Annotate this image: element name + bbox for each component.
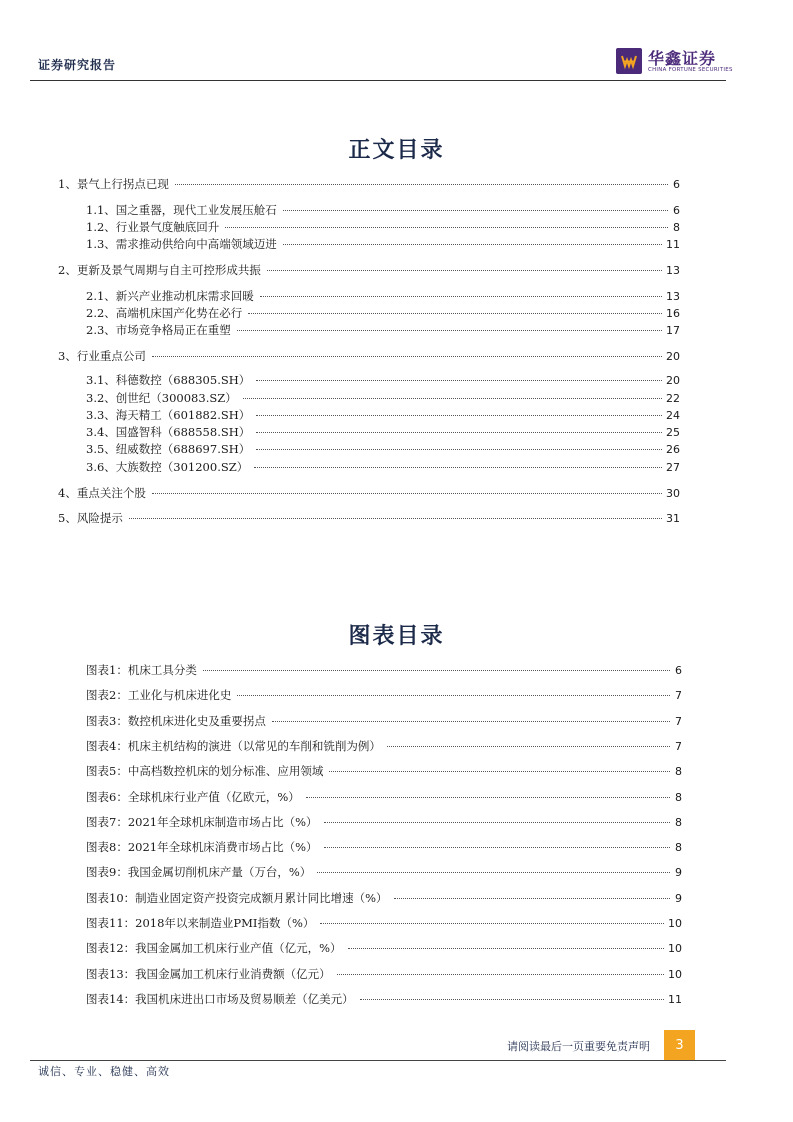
toc-entry-page: 22 [666,392,680,405]
header-divider [30,80,726,81]
figure-entry[interactable] [86,940,682,956]
figure-entry-page: 8 [675,815,682,829]
figure-entry-page: 7 [675,714,682,728]
toc-entry-page: 20 [666,374,680,387]
figure-entry-page: 10 [668,917,682,930]
figure-entry-label: 图表2：工业化与机床进化史 [86,688,232,703]
toc-entry-label: 1.2、行业景气度触底回升 [86,220,220,234]
leader-dots [267,270,662,271]
company-logo-icon [616,48,642,74]
leader-dots [329,771,670,772]
toc-entry-page: 16 [666,307,680,320]
figure-entry-label: 图表5：中高档数控机床的划分标准、应用领域 [86,764,324,779]
toc-section-entry[interactable] [86,322,680,338]
figure-entry[interactable] [86,814,682,830]
toc-section-entry[interactable] [86,288,680,304]
figure-entry-label: 图表9：我国金属切削机床产量（万台，%） [86,865,312,880]
toc-entry-label: 3、行业重点公司 [58,349,146,363]
figure-entry-page: 10 [668,942,682,956]
logo-chinese-name: 华鑫证券 [648,48,717,68]
toc-title: 正文目录 [348,138,445,163]
leader-dots [394,898,670,899]
leader-dots [256,415,662,416]
toc-entry-label: 3.4、国盛智科（688558.SH） [86,425,251,439]
toc-entry-label: 3.2、创世纪（300083.SZ） [86,391,237,405]
toc-entry-page: 20 [666,350,680,363]
toc-entry-label: 2.1、新兴产业推动机床需求回暖 [86,289,254,303]
figure-entry-label: 图表3：数控机床进化史及重要拐点 [86,713,266,728]
company-motto: 诚信、专业、稳健、高效 [38,1065,170,1078]
figure-entry-page: 9 [675,891,682,905]
toc-chapter-entry[interactable] [58,510,680,526]
leader-dots [254,467,662,468]
leader-dots [272,721,670,722]
leader-dots [283,210,668,211]
toc-section-entry[interactable] [86,202,680,218]
report-type-label: 证券研究报告 [38,58,117,72]
toc-entry-label: 3.6、大族数控（301200.SZ） [86,460,249,474]
toc-entry-page: 13 [666,264,680,277]
figure-entry-page: 9 [675,866,682,880]
leader-dots [324,847,670,848]
figure-entry[interactable] [86,713,682,729]
leader-dots [283,244,662,245]
leader-dots [256,380,662,381]
toc-entry-page: 24 [666,409,680,422]
leader-dots [256,449,662,450]
leader-dots [152,356,662,357]
leader-dots [260,296,662,297]
logo-english-name: CHINA FORTUNE SECURITIES [648,66,733,73]
leader-dots [175,184,668,185]
leader-dots [203,670,670,671]
figure-entry[interactable] [86,991,682,1007]
leader-dots [129,518,662,519]
toc-section-entry[interactable] [86,441,680,457]
toc-entry-page: 25 [666,426,680,439]
toc-entry-page: 30 [666,487,680,500]
toc-section-entry[interactable] [86,459,680,475]
figure-entry-page: 8 [675,841,682,855]
leader-dots [320,923,664,924]
leader-dots [225,227,668,228]
figure-entry[interactable] [86,763,682,779]
figure-entry[interactable] [86,890,682,906]
figure-entry-page: 7 [675,739,682,753]
toc-entry-page: 13 [666,290,680,303]
toc-entry-page: 11 [666,238,680,251]
toc-chapter-entry[interactable] [58,176,680,192]
toc-entry-label: 3.3、海天精工（601882.SH） [86,408,251,422]
company-logo [616,48,733,74]
toc-entry-page: 17 [666,324,680,337]
leader-dots [243,398,662,399]
leader-dots [306,797,670,798]
toc-entry-label: 1.1、国之重器，现代工业发展压舱石 [86,203,277,217]
toc-entry-label: 2.3、市场竞争格局正在重塑 [86,323,231,337]
figure-entry-label: 图表1：机床工具分类 [86,663,197,677]
figure-entry-label: 图表13：我国金属加工机床行业消费额（亿元） [86,966,331,981]
figure-entry[interactable] [86,662,682,678]
toc-entry-page: 6 [673,178,680,191]
figure-entry-label: 图表14：我国机床进出口市场及贸易顺差（亿美元） [86,991,354,1006]
toc-section-entry[interactable] [86,305,680,321]
leader-dots [152,493,662,494]
toc-section-entry[interactable] [86,236,680,252]
figure-entry-page: 6 [675,664,682,677]
figure-entry[interactable] [86,738,682,754]
figure-entry-page: 11 [668,992,682,1006]
figure-entry[interactable] [86,864,682,880]
figure-entry-page: 8 [675,790,682,804]
disclaimer-note: 请阅读最后一页重要免责声明 [507,1040,650,1053]
figure-entry-label: 图表11：2018年以来制造业PMI指数（%） [86,916,315,930]
toc-chapter-entry[interactable] [58,348,680,364]
leader-dots [387,746,670,747]
toc-section-entry[interactable] [86,372,680,388]
toc-entry-page: 6 [673,204,680,217]
figure-entry-page: 7 [675,689,682,703]
leader-dots [237,695,670,696]
toc-entry-label: 1.3、需求推动供给向中高端领域迈进 [86,237,277,251]
figure-entry-label: 图表7：2021年全球机床制造市场占比（%） [86,814,318,829]
leader-dots [360,999,664,1000]
figure-entry-label: 图表8：2021年全球机床消费市场占比（%） [86,840,318,855]
leader-dots [348,948,664,949]
toc-entry-page: 8 [673,221,680,234]
toc-section-entry[interactable] [86,390,680,406]
toc-entry-label: 3.5、纽威数控（688697.SH） [86,442,251,456]
toc-section-entry[interactable] [86,424,680,440]
toc-entry-page: 31 [666,512,680,525]
leader-dots [237,330,662,331]
toc-entry-label: 1、景气上行拐点已现 [58,177,169,191]
leader-dots [337,974,664,975]
figure-entry-page: 10 [668,967,682,981]
toc-section-entry[interactable] [86,219,680,235]
toc-entry-page: 27 [666,461,680,474]
figure-entry[interactable] [86,789,682,805]
figure-entry[interactable] [86,966,682,982]
toc-chapter-entry[interactable] [58,262,680,278]
leader-dots [324,822,670,823]
figure-entry-page: 8 [675,765,682,779]
toc-section-entry[interactable] [86,407,680,423]
figure-entry-label: 图表6：全球机床行业产值（亿欧元，%） [86,789,300,804]
figure-entry[interactable] [86,687,682,703]
figure-entry-label: 图表10：制造业固定资产投资完成额月累计同比增速（%） [86,890,388,905]
page-number: 3 [664,1030,695,1060]
figures-title: 图表目录 [348,624,445,649]
figure-entry-label: 图表4：机床主机结构的演进（以常见的车削和铣削为例） [86,738,381,753]
leader-dots [248,313,662,314]
figure-entry[interactable] [86,915,682,931]
leader-dots [317,872,670,873]
toc-entry-label: 3.1、科德数控（688305.SH） [86,373,251,387]
figure-entry-label: 图表12：我国金属加工机床行业产值（亿元，%） [86,941,342,956]
toc-entry-label: 2、更新及景气周期与自主可控形成共振 [58,263,261,277]
toc-chapter-entry[interactable] [58,485,680,501]
figure-entry[interactable] [86,839,682,855]
toc-entry-label: 2.2、高端机床国产化势在必行 [86,306,243,320]
leader-dots [256,432,662,433]
footer-divider [30,1060,726,1061]
toc-entry-page: 26 [666,443,680,456]
toc-entry-label: 5、风险提示 [58,511,123,525]
toc-entry-label: 4、重点关注个股 [58,486,146,500]
